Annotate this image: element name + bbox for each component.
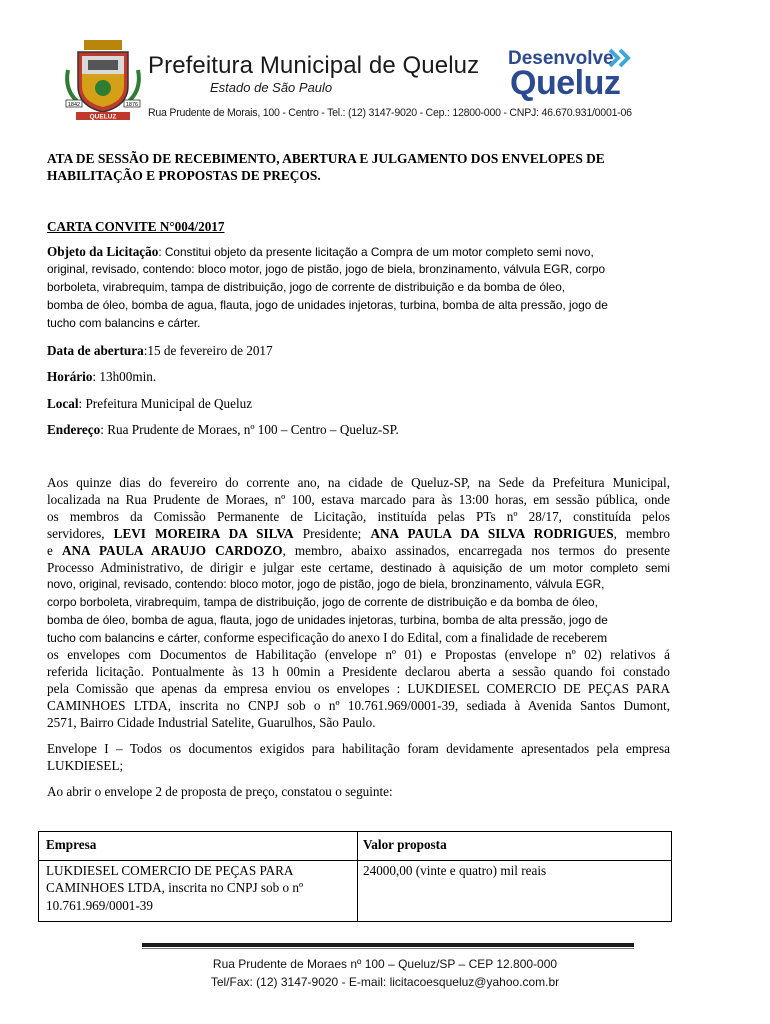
brand-logo-bottom: Queluz	[510, 64, 621, 102]
paragraph-line: corpo borboleta, virabrequim, tampa de distribuição, jogo de corrente de distribuição e da bomba de óleo,	[47, 595, 598, 609]
objeto-text1: : Constitui objeto da presente licitação a Compra de um motor completo semi novo,	[158, 245, 594, 259]
data-label: Data de abertura	[47, 343, 144, 358]
footer-contact: Tel/Fax: (12) 3147-9020 - E-mail: licitacoesqueluz@yahoo.com.br	[210, 975, 560, 989]
text-run-sans: destinado à aquisição de um motor completo semi	[380, 561, 670, 575]
endereco-label: Endereço	[47, 422, 101, 437]
paragraph-line: referida licitação. Pontualmente às 13 h 00min a Presidente declarou aberta a sessão quando foi constado	[47, 664, 670, 679]
carta-convite-heading: CARTA CONVITE N°004/2017	[47, 219, 225, 234]
paragraph-line: os envelopes com Documentos de Habilitação (envelope nº 01) e Propostas (envelope nº 02) relativos á	[47, 647, 670, 662]
text-run: Processo Administrativo, de dirigir e julgar este certame,	[47, 560, 381, 575]
paragraph-line	[47, 629, 607, 647]
paragraph-line	[47, 525, 670, 542]
objeto-line2: original, revisado, contendo: bloco motor, jogo de pistão, jogo de biela, bronzinamento, válvula EGR, corpo	[47, 262, 606, 276]
text-run-sans: tucho com balancins e cárter,	[47, 631, 204, 645]
paragraph-line: Envelope I – Todos os documentos exigidos para habilitação foram devidamente apresentados pela empresa	[47, 741, 670, 756]
local-label: Local	[47, 396, 79, 411]
table-header-empresa: Empresa	[46, 837, 97, 852]
company-line: LUKDIESEL COMERCIO DE PEÇAS PARA	[46, 863, 294, 878]
member-name-1: ANA PAULA DA SILVA RODRIGUES	[370, 526, 614, 541]
coat-of-arms-logo	[64, 40, 142, 122]
footer-address: Rua Prudente de Moraes nº 100 – Queluz/SP – CEP 12.800-000	[212, 957, 558, 971]
paragraph-line: CAMINHOES LTDA, inscrita no CNPJ sob o nº 10.761.969/0001-39, sediada à Avenida Santos Dumont,	[47, 698, 670, 713]
endereco	[47, 421, 399, 438]
paragraph-line	[47, 542, 670, 559]
crest-banner-text: QUELUZ	[89, 113, 117, 121]
doc-title-line1: ATA DE SESSÃO DE RECEBIMENTO, ABERTURA E JULGAMENTO DOS ENVELOPES DE	[47, 151, 605, 166]
objeto-line1	[47, 243, 594, 261]
proposals-table	[38, 831, 672, 922]
paragraph-line: pela Comissão que apenas da empresa enviou os envelopes : LUKDIESEL COMERCIO DE PEÇAS PARA	[47, 681, 670, 696]
text-run: servidores,	[47, 526, 114, 541]
state-subtitle: Estado de São Paulo	[210, 80, 333, 95]
table-divider	[39, 860, 671, 861]
horario	[47, 368, 156, 385]
paragraph-line: LUKDIESEL;	[47, 758, 124, 773]
table-header-valor: Valor proposta	[363, 837, 447, 852]
paragraph-line: Ao abrir o envelope 2 de proposta de preço, constatou o seguinte:	[47, 784, 393, 799]
text-run: , membro	[613, 526, 670, 541]
doc-title-line2: HABILITAÇÃO E PROPOSTAS DE PREÇOS.	[47, 168, 321, 183]
objeto-line5: tucho com balancins e cárter.	[47, 316, 201, 330]
paragraph-line: 2571, Bairro Cidade Industrial Satelite, Guarulhos, São Paulo.	[47, 715, 376, 730]
paragraph-line: bomba de óleo, bomba de agua, flauta, jogo de unidades injetoras, turbina, bomba de alta pressão, jogo de	[47, 613, 608, 627]
horario-value: : 13h00min.	[92, 369, 157, 384]
objeto-line3: borboleta, virabrequim, tampa de distribuição, jogo de corrente de distribuição e da bomba de óleo,	[47, 280, 566, 294]
paragraph-line: os membros da Comissão Permanente de Licitação, instituída pelas PTs nº 28/17, constituída pelos	[47, 509, 670, 524]
president-name: LEVI MOREIRA DA SILVA	[113, 526, 294, 541]
table-divider	[357, 832, 358, 921]
paragraph-line	[47, 559, 670, 577]
text-run: , membro, abaixo assinados, encarregada nos termos do presente	[282, 543, 670, 558]
paragraph-line: Aos quinze dias do fevereiro do corrente ano, na cidade de Queluz-SP, na Sede da Prefeitura Municipal,	[47, 475, 670, 490]
brand-logo-top: Desenvolve	[508, 48, 614, 69]
paragraph-line: localizada na Rua Prudente de Moraes, nº 100, estava marcado para às 13:00 horas, em sessão pública, onde	[47, 492, 670, 507]
data-value: :15 de fevereiro de 2017	[143, 343, 273, 358]
table-cell-value: 24000,00 (vinte e quatro) mil reais	[363, 863, 547, 878]
paragraph-line: novo, original, revisado, contendo: bloco motor, jogo de pistão, jogo de biela, bronzinamento, válvula EGR,	[47, 577, 605, 591]
crest-year-left: 1842	[67, 102, 81, 108]
company-line: 10.761.969/0001-39	[46, 897, 153, 913]
data-abertura	[47, 342, 273, 359]
footer-rule	[142, 943, 634, 947]
text-run: conforme especificação do anexo I do Edital, com a finalidade de receberem	[203, 630, 608, 645]
crest-year-right: 1876	[125, 102, 139, 108]
municipality-title: Prefeitura Municipal de Queluz	[148, 52, 480, 79]
horario-label: Horário	[47, 369, 93, 384]
table-cell-company	[46, 862, 303, 914]
member-name-2: ANA PAULA ARAUJO CARDOZO	[61, 543, 283, 558]
local-value: : Prefeitura Municipal de Queluz	[78, 396, 253, 411]
endereco-value: : Rua Prudente de Moraes, nº 100 – Centro – Queluz-SP.	[100, 422, 399, 437]
company-line: CAMINHOES LTDA, inscrita no CNPJ sob o nº	[46, 880, 304, 896]
footer-rule-shadow	[142, 948, 634, 949]
local	[47, 395, 252, 412]
text-run: e	[47, 543, 62, 558]
text-run: Presidente;	[293, 526, 371, 541]
objeto-label: Objeto da Licitação	[47, 244, 159, 259]
objeto-line4: bomba de óleo, bomba de agua, flauta, jogo de unidades injetoras, turbina, bomba de alta pressão, jogo de	[47, 298, 608, 312]
header-address: Rua Prudente de Morais, 100 - Centro - Tel.: (12) 3147-9020 - Cep.: 12800-000 - CNPJ: 46.670.931/0001-06	[148, 107, 632, 119]
